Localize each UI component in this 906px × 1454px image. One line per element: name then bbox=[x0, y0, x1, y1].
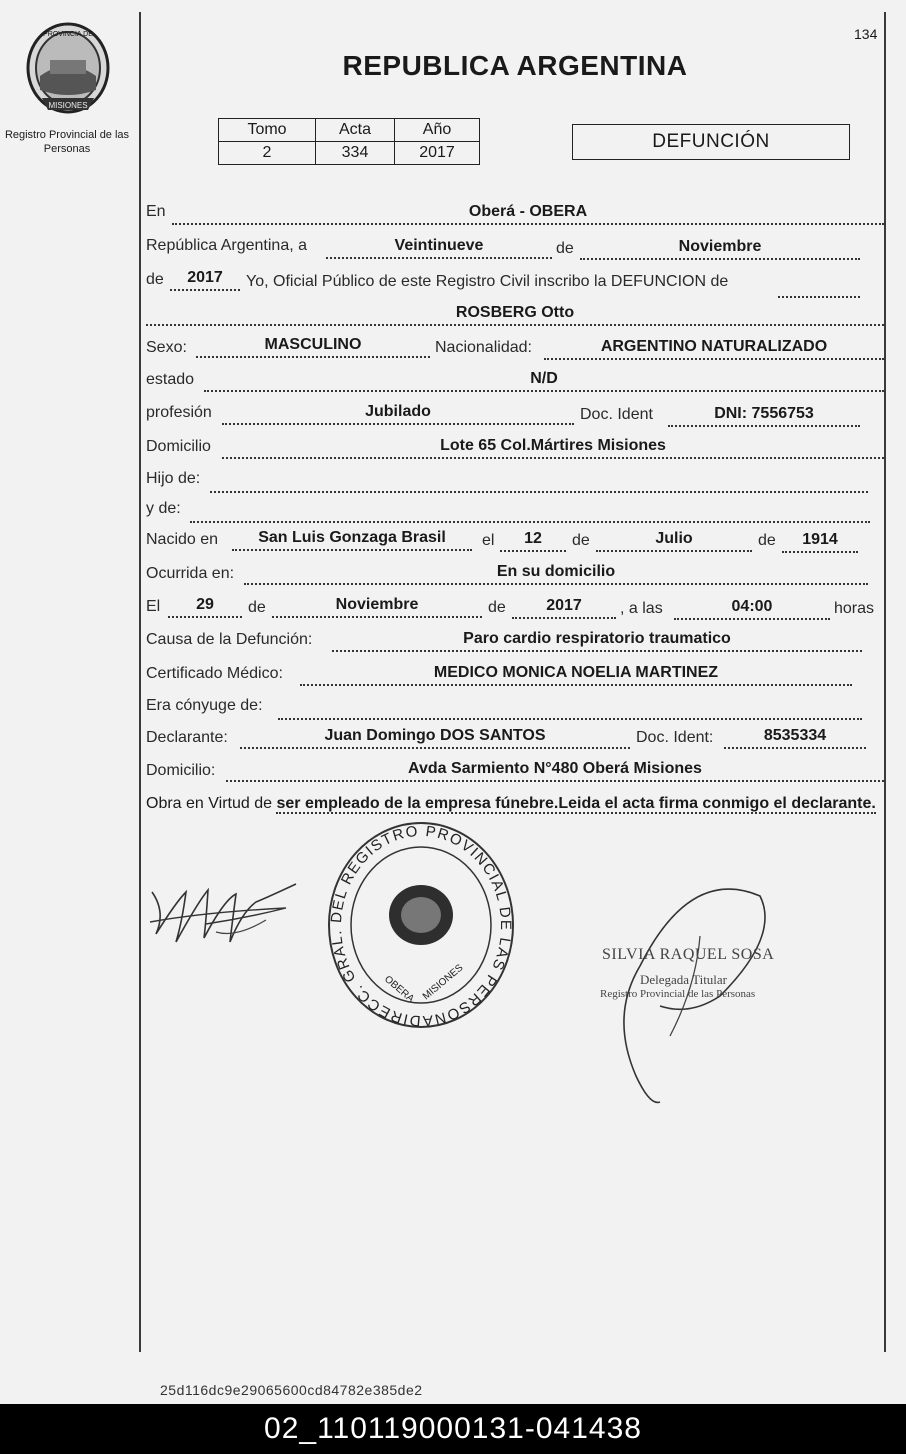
right-margin-line bbox=[884, 12, 886, 1352]
label-ocurrida-en: Ocurrida en: bbox=[146, 565, 235, 582]
field-def-mes: Noviembre bbox=[272, 596, 482, 618]
official-office: Registro Provincial de las Personas bbox=[600, 988, 756, 1000]
field-mes-registro: Noviembre bbox=[580, 238, 860, 260]
label-y-de: y de: bbox=[146, 500, 181, 517]
field-profesion: Jubilado bbox=[222, 403, 574, 425]
seal-ring-text: DIRECC. GRAL. DEL REGISTRO PROVINCIAL DE LAS PERSONA bbox=[327, 822, 515, 1030]
label-causa: Causa de la Defunción: bbox=[146, 631, 313, 648]
table-value-anio: 2017 bbox=[395, 142, 480, 165]
official-title: Delegada Titular bbox=[640, 972, 728, 987]
field-nacionalidad: ARGENTINO NATURALIZADO bbox=[544, 338, 884, 360]
field-certificado: MEDICO MONICA NOELIA MARTINEZ bbox=[300, 664, 852, 686]
label-a-las: , a las bbox=[620, 600, 663, 617]
registry-caption: Registro Provincial de las Personas bbox=[4, 129, 130, 155]
field-nac-anio: 1914 bbox=[782, 531, 858, 553]
label-de-2: de bbox=[146, 271, 164, 288]
label-obra-en-virtud: Obra en Virtud de bbox=[146, 795, 273, 812]
field-lugar: Oberá - OBERA bbox=[172, 203, 884, 225]
field-sexo: MASCULINO bbox=[196, 336, 430, 358]
label-de-3: de bbox=[572, 532, 590, 549]
field-anio-registro: 2017 bbox=[170, 269, 240, 291]
field-conyuge bbox=[278, 698, 862, 720]
misiones-emblem bbox=[22, 20, 114, 116]
label-nacido-en: Nacido en bbox=[146, 531, 219, 548]
field-declarante: Juan Domingo DOS SANTOS bbox=[240, 727, 630, 749]
field-causa: Paro cardio respiratorio traumatico bbox=[332, 630, 862, 652]
field-doc-ident: DNI: 7556753 bbox=[668, 405, 860, 427]
field-nacido-en: San Luis Gonzaga Brasil bbox=[232, 529, 472, 551]
label-domicilio-2: Domicilio: bbox=[146, 762, 216, 779]
field-domicilio: Lote 65 Col.Mártires Misiones bbox=[222, 437, 884, 459]
declarant-signature bbox=[146, 872, 302, 952]
obra-en-virtud-paragraph bbox=[146, 792, 884, 816]
page-title: REPUBLICA ARGENTINA bbox=[342, 50, 688, 81]
field-blank-yo bbox=[778, 276, 860, 298]
label-sexo: Sexo: bbox=[146, 339, 187, 356]
table-header-tomo: Tomo bbox=[219, 119, 316, 142]
table-header-acta: Acta bbox=[316, 119, 395, 142]
label-de-6: de bbox=[488, 599, 506, 616]
field-def-dia: 29 bbox=[168, 596, 242, 618]
document-id-bar: 02_110119000131-041438 bbox=[0, 1404, 906, 1454]
label-republica: República Argentina, a bbox=[146, 237, 307, 254]
label-conyuge: Era cónyuge de: bbox=[146, 697, 263, 714]
label-estado: estado bbox=[146, 371, 195, 388]
field-declarante-doc: 8535334 bbox=[724, 727, 866, 749]
table-value-acta: 334 bbox=[316, 142, 395, 165]
field-nac-mes: Julio bbox=[596, 530, 752, 552]
label-de-4: de bbox=[758, 532, 776, 549]
field-nac-dia: 12 bbox=[500, 530, 566, 552]
official-name: SILVIA RAQUEL SOSA bbox=[602, 946, 775, 963]
label-yo-oficial: Yo, Oficial Público de este Registro Civil inscribo la DEFUNCION de bbox=[246, 273, 729, 290]
field-estado: N/D bbox=[204, 370, 884, 392]
label-profesion: profesión bbox=[146, 404, 212, 421]
field-declarante-domicilio: Avda Sarmiento N°480 Oberá Misiones bbox=[226, 760, 884, 782]
label-nacionalidad: Nacionalidad: bbox=[435, 339, 532, 356]
label-horas: horas bbox=[834, 600, 875, 617]
field-nombre: ROSBERG Otto bbox=[146, 304, 884, 326]
emblem-bottom-text: MISIONES bbox=[48, 101, 88, 110]
table-header-anio: Año bbox=[395, 119, 480, 142]
left-margin-line bbox=[139, 12, 141, 1352]
field-y-de bbox=[190, 501, 870, 523]
seal-inner-left: OBERA bbox=[382, 973, 416, 1005]
label-de-1: de bbox=[556, 240, 574, 257]
record-type-box: DEFUNCIÓN bbox=[572, 124, 850, 160]
label-el-cap: El bbox=[146, 598, 161, 615]
document-hash: 25d116dc9e29065600cd84782e385de2 bbox=[160, 1382, 423, 1398]
label-certificado: Certificado Médico: bbox=[146, 665, 283, 682]
record-table bbox=[218, 118, 480, 165]
label-doc-ident: Doc. Ident bbox=[580, 406, 653, 423]
label-en: En bbox=[146, 203, 166, 220]
field-hijo-de bbox=[210, 471, 868, 493]
label-de-5: de bbox=[248, 599, 266, 616]
emblem-top-text: PROVINCIA DE bbox=[43, 31, 93, 38]
official-seal bbox=[326, 820, 516, 1030]
field-def-anio: 2017 bbox=[512, 597, 616, 619]
label-domicilio: Domicilio bbox=[146, 438, 211, 455]
label-doc-ident-2: Doc. Ident: bbox=[636, 729, 714, 746]
field-hora: 04:00 bbox=[674, 598, 830, 620]
label-hijo-de: Hijo de: bbox=[146, 470, 201, 487]
table-value-tomo: 2 bbox=[219, 142, 316, 165]
label-el: el bbox=[482, 532, 495, 549]
page-number: 134 bbox=[854, 26, 878, 42]
field-obra-texto: ser empleado de la empresa fúnebre.Leida el acta firma conmigo el declarante. bbox=[276, 795, 876, 812]
label-declarante: Declarante: bbox=[146, 729, 228, 746]
field-ocurrida-en: En su domicilio bbox=[244, 563, 868, 585]
seal-inner-right: MISIONES bbox=[420, 962, 466, 1003]
field-dia-registro: Veintinueve bbox=[326, 237, 552, 259]
